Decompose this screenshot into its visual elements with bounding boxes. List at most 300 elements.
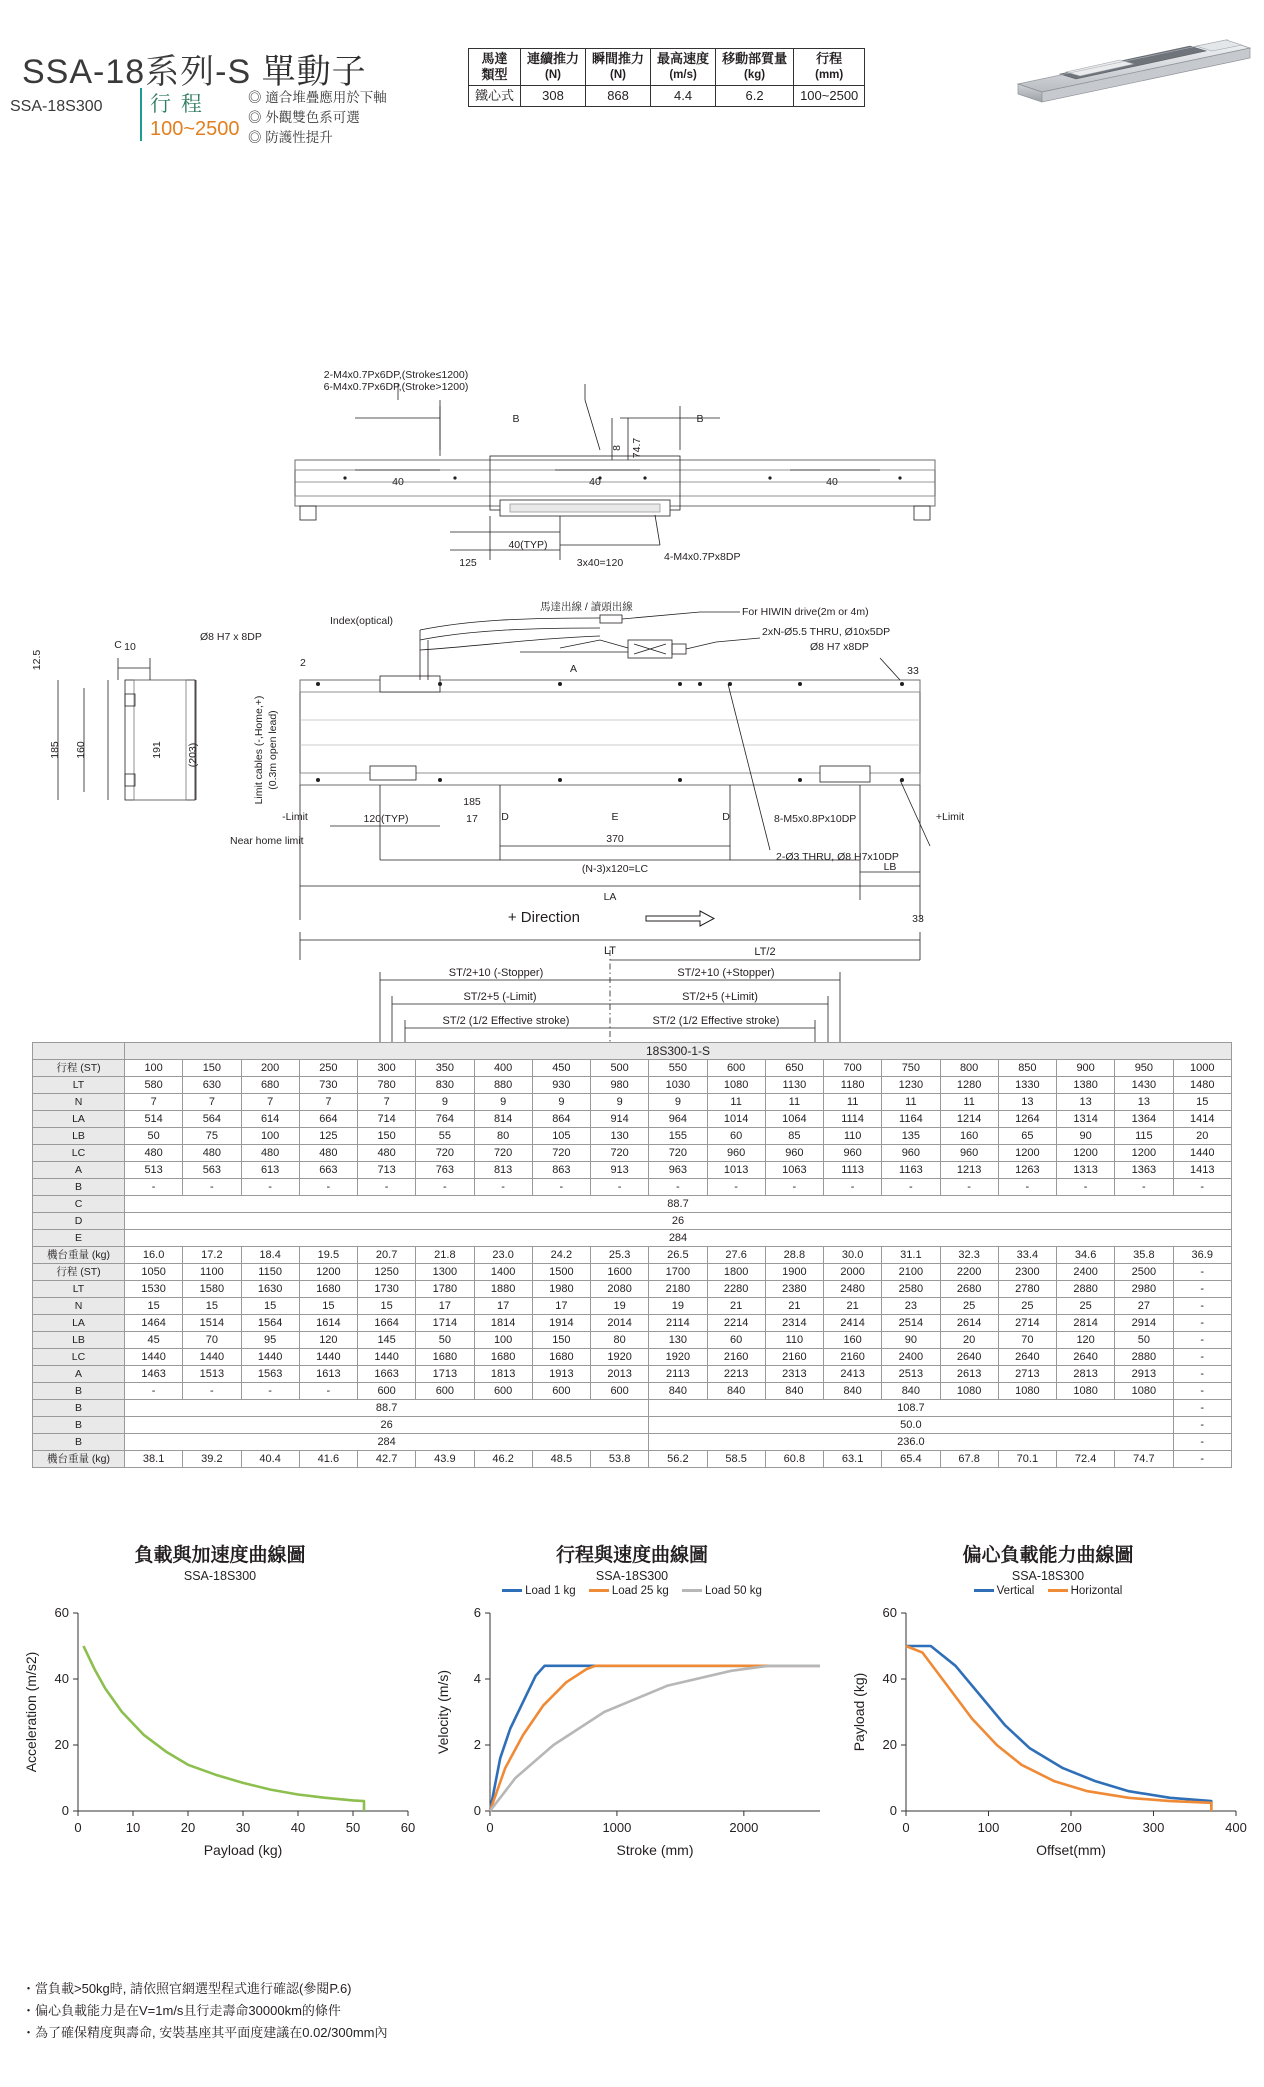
svg-text:6: 6: [473, 1605, 481, 1620]
cell: 30.0: [824, 1247, 882, 1264]
cell: 60.8: [765, 1451, 823, 1468]
cell: 43.9: [416, 1451, 474, 1468]
cell: -: [1173, 1264, 1232, 1281]
cell-merged-left: 284: [125, 1434, 649, 1451]
cell: -: [1173, 1400, 1232, 1417]
table-row: [33, 1230, 1232, 1247]
svg-text:40: 40: [882, 1671, 897, 1686]
cell: 1180: [824, 1077, 882, 1094]
cell: 840: [824, 1383, 882, 1400]
cell: 514: [125, 1111, 183, 1128]
cell: 863: [532, 1162, 590, 1179]
limit-cables-label-2: (0.3m open lead): [267, 710, 279, 790]
row-label: A: [33, 1162, 125, 1179]
cell: 2313: [765, 1366, 823, 1383]
cell: 17: [416, 1298, 474, 1315]
cell: 914: [591, 1111, 649, 1128]
cell-merged-right: 236.0: [649, 1434, 1173, 1451]
callout-screw-top-1: 2-M4x0.7Px6DP,(Stroke≤1200): [323, 369, 469, 381]
cell: 2000: [824, 1264, 882, 1281]
table-row: [33, 1366, 1232, 1383]
table-row: [33, 1400, 1232, 1417]
dim-120-typ: 120(TYP): [363, 813, 409, 825]
row-label: LC: [33, 1349, 125, 1366]
cell: 960: [882, 1145, 940, 1162]
cell: 1440: [183, 1349, 241, 1366]
lt-half-label: LT/2: [754, 946, 776, 958]
table-row: [33, 1094, 1232, 1111]
cell: 27: [1115, 1298, 1173, 1315]
cell: 1314: [1057, 1111, 1115, 1128]
table-row: [33, 1315, 1232, 1332]
dim-40-typ: 40(TYP): [508, 539, 548, 551]
cell: 2400: [882, 1349, 940, 1366]
cell: 780: [358, 1077, 416, 1094]
st-eff-neg: ST/2 (1/2 Effective stroke): [442, 1015, 570, 1027]
chart-title: 行程與速度曲線圖: [555, 1545, 708, 1566]
cell: 963: [649, 1162, 707, 1179]
cell: -: [824, 1179, 882, 1196]
dim-a: A: [570, 663, 578, 675]
row-label: LC: [33, 1145, 125, 1162]
svg-text:200: 200: [1060, 1820, 1082, 1835]
cell: 1680: [416, 1349, 474, 1366]
cell: 85: [765, 1128, 823, 1145]
cell: 680: [241, 1077, 299, 1094]
cell: 63.1: [824, 1451, 882, 1468]
cell: 11: [824, 1094, 882, 1111]
cell: -: [183, 1383, 241, 1400]
chart-legend: [432, 1585, 832, 1599]
cell-merged-left: 26: [125, 1417, 649, 1434]
cell: 600: [532, 1383, 590, 1400]
cell: 45: [125, 1332, 183, 1349]
chart-canvas-2: [848, 1599, 1248, 1859]
cell: 2640: [940, 1349, 998, 1366]
page-title: [22, 44, 367, 93]
chart-load-acceleration: [20, 1540, 420, 1864]
cell: 1780: [416, 1281, 474, 1298]
charts-section: [0, 1540, 1264, 1960]
cell: 58.5: [707, 1451, 765, 1468]
cell: 964: [649, 1111, 707, 1128]
cell: 2113: [649, 1366, 707, 1383]
cell: 300: [358, 1060, 416, 1077]
cell: 17: [532, 1298, 590, 1315]
cell: 2913: [1115, 1366, 1173, 1383]
cell: 2980: [1115, 1281, 1173, 1298]
cell: -: [532, 1179, 590, 1196]
cell: -: [1173, 1315, 1232, 1332]
dim-d2: D: [722, 811, 730, 823]
chart-stroke-velocity: [432, 1540, 832, 1864]
st-limit-pos: ST/2+5 (+Limit): [682, 991, 758, 1003]
cell: 2280: [707, 1281, 765, 1298]
st-eff-pos: ST/2 (1/2 Effective stroke): [652, 1015, 780, 1027]
cell: 21: [707, 1298, 765, 1315]
row-label: N: [33, 1298, 125, 1315]
cell: -: [1173, 1383, 1232, 1400]
table-row: [33, 1383, 1232, 1400]
cell: 15: [299, 1298, 357, 1315]
cell: 550: [649, 1060, 707, 1077]
callout-motor-cable: 馬達出線 / 讀頭出線: [540, 601, 633, 613]
row-label: B: [33, 1179, 125, 1196]
cell: 19: [591, 1298, 649, 1315]
cell: 2200: [940, 1264, 998, 1281]
cell: 39.2: [183, 1451, 241, 1468]
dim-125: 125: [459, 557, 477, 569]
table-row: [33, 1298, 1232, 1315]
cell: 56.2: [649, 1451, 707, 1468]
table-row: [33, 1179, 1232, 1196]
cell: 24.2: [532, 1247, 590, 1264]
svg-text:0: 0: [74, 1820, 82, 1835]
cell: 155: [649, 1128, 707, 1145]
legend-item: Load 50 kg: [682, 1585, 762, 1597]
st-stopper-neg: ST/2+10 (-Stopper): [448, 967, 544, 979]
row-label: LB: [33, 1332, 125, 1349]
cell: 480: [241, 1145, 299, 1162]
cell: 2640: [1057, 1349, 1115, 1366]
cell: 663: [299, 1162, 357, 1179]
dim-185: 185: [463, 796, 481, 808]
dim-370: 370: [606, 833, 624, 845]
row-label: LA: [33, 1111, 125, 1128]
cell: 1080: [940, 1383, 998, 1400]
cell: 664: [299, 1111, 357, 1128]
cell: 613: [241, 1162, 299, 1179]
cell: 2914: [1115, 1315, 1173, 1332]
cell: 720: [649, 1145, 707, 1162]
svg-text:40: 40: [290, 1820, 306, 1835]
spec-val-max-speed: 4.4: [651, 86, 716, 107]
cell: 1664: [358, 1315, 416, 1332]
cell: 27.6: [707, 1247, 765, 1264]
cell: 1080: [1115, 1383, 1173, 1400]
chart-legend: [848, 1585, 1248, 1599]
svg-text:30: 30: [235, 1820, 251, 1835]
cell: 1700: [649, 1264, 707, 1281]
callout-screw-bottom: 4-M4x0.7Px8DP: [664, 551, 741, 563]
stroke-range: 100~2500: [150, 118, 240, 140]
cell: 40.4: [241, 1451, 299, 1468]
cell: 1913: [532, 1366, 590, 1383]
table-row: [33, 1332, 1232, 1349]
cell: 50: [125, 1128, 183, 1145]
cell: 100: [241, 1128, 299, 1145]
cell: 1080: [998, 1383, 1056, 1400]
cell: 9: [474, 1094, 532, 1111]
cell: 2213: [707, 1366, 765, 1383]
table-row: [33, 1162, 1232, 1179]
legend-item: Vertical: [974, 1585, 1035, 1597]
cell: 19: [649, 1298, 707, 1315]
cell: 38.1: [125, 1451, 183, 1468]
cell: 960: [940, 1145, 998, 1162]
cell: 70: [998, 1332, 1056, 1349]
cell: 23.0: [474, 1247, 532, 1264]
cell: 1920: [591, 1349, 649, 1366]
title-model: SSA-18系列-S: [22, 53, 252, 91]
cell: -: [1057, 1179, 1115, 1196]
cell: 1200: [1115, 1145, 1173, 1162]
legend-item: Load 1 kg: [502, 1585, 576, 1597]
cell: 75: [183, 1128, 241, 1145]
cell: 67.8: [940, 1451, 998, 1468]
cell: 2580: [882, 1281, 940, 1298]
cell: 700: [824, 1060, 882, 1077]
dim-3x40: 3x40=120: [576, 557, 624, 569]
cell: 13: [1057, 1094, 1115, 1111]
dim-la: LA: [603, 891, 617, 903]
cell: 1514: [183, 1315, 241, 1332]
row-label: LT: [33, 1077, 125, 1094]
cell: 15: [1173, 1094, 1232, 1111]
svg-text:300: 300: [1142, 1820, 1165, 1835]
cell: 65: [998, 1128, 1056, 1145]
cell: 720: [474, 1145, 532, 1162]
cell: 1064: [765, 1111, 823, 1128]
cell: 480: [183, 1145, 241, 1162]
cell: 70: [183, 1332, 241, 1349]
svg-text:0: 0: [902, 1820, 910, 1835]
cell: 9: [649, 1094, 707, 1111]
table-row-weight: [33, 1247, 1232, 1264]
stroke-label: 行 程: [150, 93, 204, 116]
cell: 400: [474, 1060, 532, 1077]
cell: 950: [1115, 1060, 1173, 1077]
cell: 19.5: [299, 1247, 357, 1264]
cell: 21: [765, 1298, 823, 1315]
table-row: [33, 1264, 1232, 1281]
cell: 1464: [125, 1315, 183, 1332]
cell-merged: 26: [125, 1213, 1232, 1230]
cell: 25: [998, 1298, 1056, 1315]
cell: -: [1173, 1451, 1232, 1468]
svg-text:100: 100: [977, 1820, 1000, 1835]
cell: 7: [299, 1094, 357, 1111]
spec-val-moving-mass: 6.2: [716, 86, 794, 107]
cell: 720: [591, 1145, 649, 1162]
cell: 1800: [707, 1264, 765, 1281]
cell: 42.7: [358, 1451, 416, 1468]
cell: -: [241, 1383, 299, 1400]
spec-head-max-speed: 最高速度 (m/s): [651, 49, 716, 86]
cell: 13: [998, 1094, 1056, 1111]
cell: -: [940, 1179, 998, 1196]
cell: 2713: [998, 1366, 1056, 1383]
svg-text:20: 20: [882, 1737, 897, 1752]
product-photo: [996, 18, 1256, 114]
cell: 1263: [998, 1162, 1056, 1179]
table-row: [33, 1196, 1232, 1213]
callout-screw-8m5: 8-M5x0.8Px10DP: [774, 813, 857, 825]
cell: -: [1173, 1179, 1232, 1196]
cell: 1114: [824, 1111, 882, 1128]
cell: 600: [474, 1383, 532, 1400]
svg-text:Velocity (m/s): Velocity (m/s): [435, 1669, 451, 1755]
dim-33-b: 33: [912, 913, 924, 925]
cell: 1880: [474, 1281, 532, 1298]
cell: 1280: [940, 1077, 998, 1094]
table-row-weight: [33, 1451, 1232, 1468]
cell: 1813: [474, 1366, 532, 1383]
cell: 28.8: [765, 1247, 823, 1264]
row-label: C: [33, 1196, 125, 1213]
cell: 1580: [183, 1281, 241, 1298]
callout-hole-2x3: 2-Ø3 THRU, Ø8 H7x10DP: [776, 851, 899, 863]
cell: 1364: [1115, 1111, 1173, 1128]
cell: 840: [649, 1383, 707, 1400]
cell: 7: [358, 1094, 416, 1111]
cell: 41.6: [299, 1451, 357, 1468]
cell: 1150: [241, 1264, 299, 1281]
cell: 960: [707, 1145, 765, 1162]
spec-val-motor: 鐵心式: [469, 86, 521, 107]
cell: 1920: [649, 1349, 707, 1366]
cell: 2880: [1115, 1349, 1173, 1366]
cell: 90: [1057, 1128, 1115, 1145]
cell: 1063: [765, 1162, 823, 1179]
cell: 2114: [649, 1315, 707, 1332]
spec-head-motor: 馬達 類型: [469, 49, 521, 86]
cell: 20.7: [358, 1247, 416, 1264]
spec-head-cont-force: 連續推力 (N): [521, 49, 586, 86]
cell: 60: [707, 1332, 765, 1349]
row-label: 行程 (ST): [33, 1060, 125, 1077]
cell: -: [125, 1383, 183, 1400]
feature-bullet-3: ◎ 防護性提升: [248, 130, 333, 145]
spec-head-moving-mass: 移動部質量 (kg): [716, 49, 794, 86]
cell: 33.4: [998, 1247, 1056, 1264]
cell: 960: [765, 1145, 823, 1162]
cell: 2500: [1115, 1264, 1173, 1281]
cell: 1013: [707, 1162, 765, 1179]
near-home-label: Near home limit: [230, 835, 304, 847]
cell: -: [1173, 1417, 1232, 1434]
cell: 2513: [882, 1366, 940, 1383]
cell: 1563: [241, 1366, 299, 1383]
cell: 1380: [1057, 1077, 1115, 1094]
spec-head-stroke: 行程 (mm): [794, 49, 865, 86]
cell: -: [882, 1179, 940, 1196]
cell: 53.8: [591, 1451, 649, 1468]
cell: -: [474, 1179, 532, 1196]
chart-title: 偏心負載能力曲線圖: [962, 1545, 1134, 1566]
dimension-table-wrapper: [32, 1042, 1232, 1468]
cell: 2814: [1057, 1315, 1115, 1332]
cell: 36.9: [1173, 1247, 1232, 1264]
cell: 2614: [940, 1315, 998, 1332]
cell: 1914: [532, 1315, 590, 1332]
dim-185-left: 185: [49, 741, 61, 759]
cell: 2014: [591, 1315, 649, 1332]
cell: 1200: [1057, 1145, 1115, 1162]
cell: 150: [183, 1060, 241, 1077]
table-row: [33, 1077, 1232, 1094]
cell: 31.1: [882, 1247, 940, 1264]
table-row: [33, 1434, 1232, 1451]
cell: 2180: [649, 1281, 707, 1298]
chart-subtitle: SSA-18S300: [595, 1569, 669, 1583]
cell: 110: [765, 1332, 823, 1349]
row-label: B: [33, 1417, 125, 1434]
cell: 1440: [299, 1349, 357, 1366]
feature-bullet-1: ◎ 適合堆疊應用於下軸: [248, 90, 387, 105]
cell: -: [1173, 1349, 1232, 1366]
spec-head-peak-force: 瞬間推力 (N): [586, 49, 651, 86]
cell: 600: [707, 1060, 765, 1077]
svg-text:2: 2: [473, 1737, 481, 1752]
row-label: 行程 (ST): [33, 1264, 125, 1281]
cell: 145: [358, 1332, 416, 1349]
cell: 23: [882, 1298, 940, 1315]
page-header: [0, 0, 1264, 160]
st-stopper-pos: ST/2+10 (+Stopper): [677, 967, 775, 979]
cell-merged: 284: [125, 1230, 1232, 1247]
st-limit-neg: ST/2+5 (-Limit): [463, 991, 537, 1003]
dim-40-a: 40: [392, 476, 404, 488]
cell: 110: [824, 1128, 882, 1145]
cell: -: [1173, 1298, 1232, 1315]
cell: 1413: [1173, 1162, 1232, 1179]
cell: 2880: [1057, 1281, 1115, 1298]
cell: 2214: [707, 1315, 765, 1332]
cell: 1250: [358, 1264, 416, 1281]
cell: 7: [241, 1094, 299, 1111]
cell: 1030: [649, 1077, 707, 1094]
cell: 2680: [940, 1281, 998, 1298]
cell: 55: [416, 1128, 474, 1145]
cell-merged: 88.7: [125, 1196, 1232, 1213]
cell: 650: [765, 1060, 823, 1077]
cell: 930: [532, 1077, 590, 1094]
cell: 1164: [882, 1111, 940, 1128]
cell: 100: [125, 1060, 183, 1077]
cell: -: [707, 1179, 765, 1196]
cell: 563: [183, 1162, 241, 1179]
cell: 72.4: [1057, 1451, 1115, 1468]
cell: 1313: [1057, 1162, 1115, 1179]
cell: 350: [416, 1060, 474, 1077]
cell: -: [416, 1179, 474, 1196]
cell: 125: [299, 1128, 357, 1145]
chart-title: 負載與加速度曲線圖: [134, 1545, 306, 1566]
dim-12-5: 12.5: [31, 649, 43, 671]
cell-merged-right: 50.0: [649, 1417, 1173, 1434]
cell: 720: [416, 1145, 474, 1162]
svg-text:0: 0: [61, 1803, 69, 1818]
cell: 840: [765, 1383, 823, 1400]
chart-canvas-0: [20, 1599, 420, 1859]
model-code: SSA-18S300: [10, 98, 103, 115]
pos-limit-label: +Limit: [935, 811, 965, 823]
cell: 900: [1057, 1060, 1115, 1077]
svg-text:0: 0: [473, 1803, 481, 1818]
svg-text:20: 20: [54, 1737, 69, 1752]
dim-33-a: 33: [907, 665, 919, 677]
cell: 1430: [1115, 1077, 1173, 1094]
cell: 1630: [241, 1281, 299, 1298]
cell: 18.4: [241, 1247, 299, 1264]
cell: 60: [707, 1128, 765, 1145]
cell: 130: [591, 1128, 649, 1145]
cell: 1200: [998, 1145, 1056, 1162]
cell: 9: [416, 1094, 474, 1111]
row-label: B: [33, 1400, 125, 1417]
svg-text:40: 40: [54, 1671, 69, 1686]
